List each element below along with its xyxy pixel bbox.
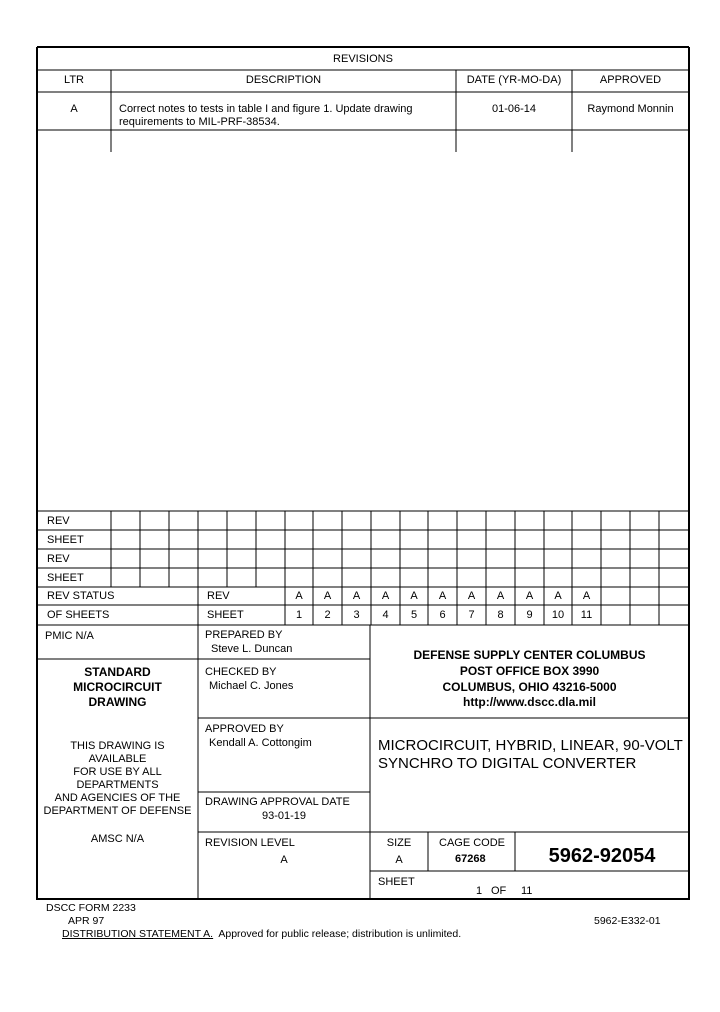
rev-status-sheet-7: A — [467, 590, 476, 602]
standard-drawing-line2: MICROCIRCUIT — [73, 680, 162, 694]
pmic-label: PMIC N/A — [45, 630, 94, 642]
rev-status-label: REV STATUS — [47, 590, 115, 602]
amsc-label: AMSC N/A — [90, 833, 145, 845]
rev-status-sheet-2: A — [323, 590, 332, 602]
availability-line2: AVAILABLE — [88, 753, 147, 765]
sheet-number-4: 4 — [382, 609, 389, 621]
availability-line5: AND AGENCIES OF THE — [54, 792, 181, 804]
revision-date: 01-06-14 — [491, 103, 537, 115]
drawing-title-line1: MICROCIRCUIT, HYBRID, LINEAR, 90-VOLT — [378, 737, 683, 754]
distribution-statement-label: DISTRIBUTION STATEMENT A. — [62, 928, 214, 940]
revision-level-label: REVISION LEVEL — [205, 837, 295, 849]
rev-status-sheet-1: A — [295, 590, 303, 602]
sheet-label: SHEET — [378, 876, 415, 888]
rev-status-sheet-8: A — [496, 590, 505, 602]
cage-code-value: 67268 — [455, 853, 486, 865]
size-value: A — [395, 854, 403, 866]
revision-approved: Raymond Monnin — [587, 103, 674, 115]
col-description-header: DESCRIPTION — [245, 74, 322, 86]
standard-drawing-line3: DRAWING — [88, 695, 147, 709]
standard-drawing-line1: STANDARD — [84, 665, 151, 679]
sheet-number-5: 5 — [410, 609, 418, 621]
sheet-number-2: 2 — [324, 609, 331, 621]
sheet-number-7: 7 — [468, 609, 475, 621]
sheet-number-9: 9 — [526, 609, 533, 621]
approved-by-name: Kendall A. Cottongim — [209, 737, 312, 749]
revisions-header: REVISIONS — [333, 53, 393, 65]
sheet-current: 1 — [476, 885, 483, 897]
form-code: 5962-E332-01 — [594, 915, 661, 927]
rev-status-sheet-3: A — [352, 590, 361, 602]
sheet-number-8: 8 — [497, 609, 504, 621]
revision-description-line2: requirements to MIL-PRF-38534. — [119, 116, 280, 128]
form-date: APR 97 — [68, 915, 105, 927]
size-label: SIZE — [386, 837, 412, 849]
sheet-number-1: 1 — [295, 609, 303, 621]
col-ltr-header: LTR — [64, 74, 84, 86]
rev-status-sheet-9: A — [525, 590, 534, 602]
sheet-label-1: SHEET — [47, 534, 84, 546]
form-number: DSCC FORM 2233 — [46, 902, 136, 914]
sheet-number-11: 11 — [580, 609, 593, 621]
revision-description-line1: Correct notes to tests in table I and figure 1. Update drawing — [119, 103, 413, 115]
col-date-header: DATE (YR-MO-DA) — [466, 74, 562, 86]
sheet-label-3: SHEET — [207, 609, 244, 621]
revision-ltr: A — [70, 103, 78, 115]
rev-label-2: REV — [47, 553, 70, 565]
checked-by-label: CHECKED BY — [205, 666, 277, 678]
approval-date-value: 93-01-19 — [261, 810, 307, 822]
agency-po-box: POST OFFICE BOX 3990 — [459, 664, 600, 678]
agency-website: http://www.dscc.dla.mil — [463, 695, 596, 709]
availability-line1: THIS DRAWING IS — [70, 740, 165, 752]
checked-by-name: Michael C. Jones — [209, 680, 294, 692]
agency-city: COLUMBUS, OHIO 43216-5000 — [442, 680, 617, 694]
rev-status-sheet-4: A — [381, 590, 390, 602]
availability-line6: DEPARTMENT OF DEFENSE — [43, 805, 192, 817]
prepared-by-name: Steve L. Duncan — [211, 643, 293, 655]
sheet-label-2: SHEET — [47, 572, 84, 584]
sheet-of-label: OF — [491, 885, 507, 897]
distribution-statement-text: Approved for public release; distribution is unlimited. — [213, 928, 462, 940]
drawing-title-line2: SYNCHRO TO DIGITAL CONVERTER — [378, 755, 637, 772]
drawing-number: 5962-92054 — [548, 845, 656, 867]
availability-line4: DEPARTMENTS — [76, 779, 159, 791]
sheet-total: 11 — [521, 885, 533, 897]
rev-label-3: REV — [207, 590, 230, 602]
revision-level-value: A — [280, 854, 288, 866]
cage-code-label: CAGE CODE — [439, 837, 506, 849]
rev-status-sheet-5: A — [410, 590, 418, 602]
agency-name: DEFENSE SUPPLY CENTER COLUMBUS — [413, 648, 646, 662]
rev-status-sheet-6: A — [438, 590, 447, 602]
approval-date-label: DRAWING APPROVAL DATE — [205, 796, 350, 808]
sheet-number-10: 10 — [551, 609, 565, 621]
approved-by-label: APPROVED BY — [205, 723, 284, 735]
sheet-number-3: 3 — [353, 609, 360, 621]
distribution-statement — [62, 928, 461, 941]
sheet-number-6: 6 — [439, 609, 446, 621]
col-approved-header: APPROVED — [599, 74, 662, 86]
rev-status-sheet-11: A — [582, 590, 591, 602]
of-sheets-label: OF SHEETS — [47, 609, 110, 621]
rev-label-1: REV — [47, 515, 70, 527]
availability-line3: FOR USE BY ALL — [73, 766, 162, 778]
prepared-by-label: PREPARED BY — [205, 629, 283, 641]
rev-status-sheet-10: A — [554, 590, 562, 602]
